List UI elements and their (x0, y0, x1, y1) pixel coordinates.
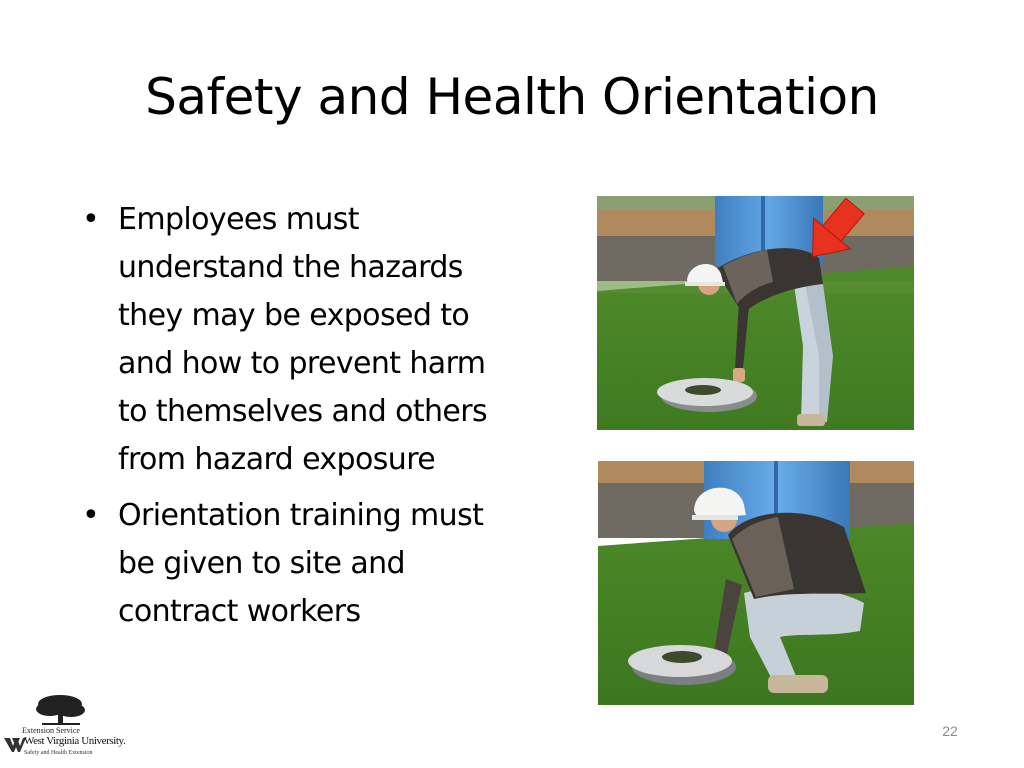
bullet-text: Orientation training must be given to site and contract workers (118, 498, 484, 629)
slide-number: 22 (942, 723, 958, 739)
tree-icon (36, 695, 85, 725)
logo-line-2: West Virginia University. (24, 735, 126, 747)
bullet-item (78, 492, 548, 636)
worker-bending-photo (597, 196, 914, 430)
bullet-item (78, 196, 548, 484)
bullet-list (78, 196, 548, 644)
worker-squatting-photo (598, 461, 914, 705)
bullet-text: Employees must understand the hazards they may be exposed to and how to prevent harm to themselves and others from hazard exposure (118, 202, 488, 477)
logo-line-3: Safety and Health Extension (24, 750, 93, 756)
slide-title: Safety and Health Orientation (145, 68, 879, 126)
logo-line-1: Extension Service (22, 726, 80, 735)
flying-wv-icon (4, 738, 26, 752)
wvu-extension-logo (2, 690, 124, 764)
bullet-icon: • (82, 202, 100, 237)
bullet-icon: • (82, 498, 100, 533)
